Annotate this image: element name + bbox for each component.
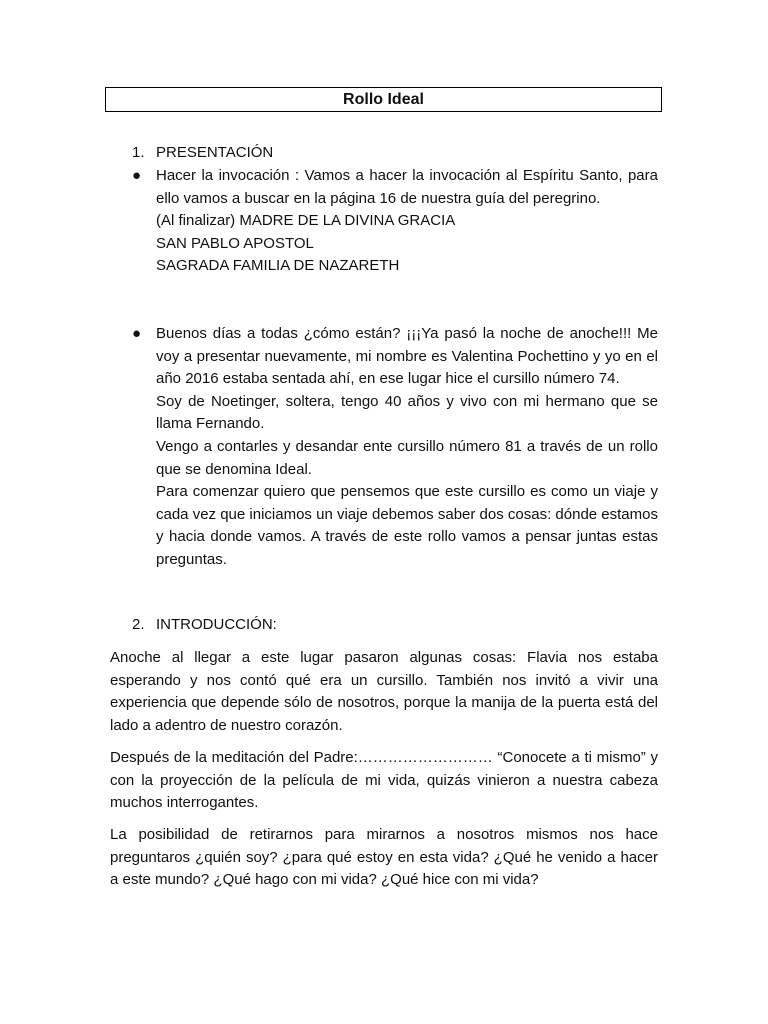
bullet-text: Hacer la invocación : Vamos a hacer la invocación al Espíritu Santo, para ello vamos a buscar en la página 16 de nuestra guía del peregrino.: [156, 167, 658, 207]
list-item: [110, 165, 658, 278]
bullet-text: Buenos días a todas ¿cómo están? ¡¡¡Ya pasó la noche de anoche!!! Me voy a presentar nuevamente, mi nombre es Valentina Pochettino y yo en el año 2016 estaba sentada ahí, en ese lugar hice el cursillo número 74.: [156, 325, 658, 388]
section-introduccion: [110, 614, 658, 637]
section-title: INTRODUCCIÓN:: [156, 616, 277, 633]
paragraph-meditacion: [110, 747, 658, 815]
section-number: 1.: [132, 144, 145, 161]
paragraph: Después de la meditación del Padre:……………………… “Conocete a ti mismo” y con la proyección de la película de mi vida, quizás vinieron a nuestra cabeza muchos interrogantes.: [110, 749, 658, 812]
section-heading: [110, 614, 658, 637]
bullet-presentacion-personal: [110, 323, 658, 572]
paragraph: La posibilidad de retirarnos para mirarnos a nosotros mismos nos hace preguntaros ¿quién soy? ¿para qué estoy en esta vida? ¿Qué he venido a hacer a este mundo? ¿Qué hago con mi vida? ¿Qué hice con mi vida?: [110, 826, 658, 889]
bullet-invocacion: [110, 165, 658, 278]
bullet-text: Soy de Noetinger, soltera, tengo 40 años y vivo con mi hermano que se llama Fernando.: [156, 392, 658, 433]
document-title: Rollo Ideal: [105, 87, 662, 112]
bullet-icon: ●: [132, 325, 142, 342]
section-number: 2.: [132, 616, 145, 633]
paragraph: Anoche al llegar a este lugar pasaron algunas cosas: Flavia nos estaba esperando y nos contó qué era un cursillo. También nos invitó a vivir una experiencia que depende sólo de nosotros, porque la manija de la puerta está del lado a adentro de nuestro corazón.: [110, 649, 658, 734]
bullet-text: SAGRADA FAMILIA DE NAZARETH: [156, 257, 400, 275]
section-presentacion: [110, 142, 658, 165]
list-item: [110, 323, 658, 572]
bullet-text: Para comenzar quiero que pensemos que este cursillo es como un viaje y cada vez que iniciamos un viaje debemos saber dos cosas: dónde estamos y hacia donde vamos. A través de este rollo vamos a pensar juntas estas preguntas.: [156, 483, 658, 568]
paragraph-anoche: [110, 647, 658, 737]
bullet-text: Vengo a contarles y desandar ente cursillo número 81 a través de un rollo que se denomina Ideal.: [156, 437, 658, 478]
section-title: PRESENTACIÓN: [156, 144, 274, 161]
bullet-text: SAN PABLO APOSTOL: [156, 234, 314, 252]
paragraph-posibilidad: [110, 824, 658, 892]
bullet-icon: ●: [132, 167, 142, 184]
section-heading: [110, 142, 658, 165]
bullet-text: (Al finalizar) MADRE DE LA DIVINA GRACIA: [156, 212, 456, 230]
